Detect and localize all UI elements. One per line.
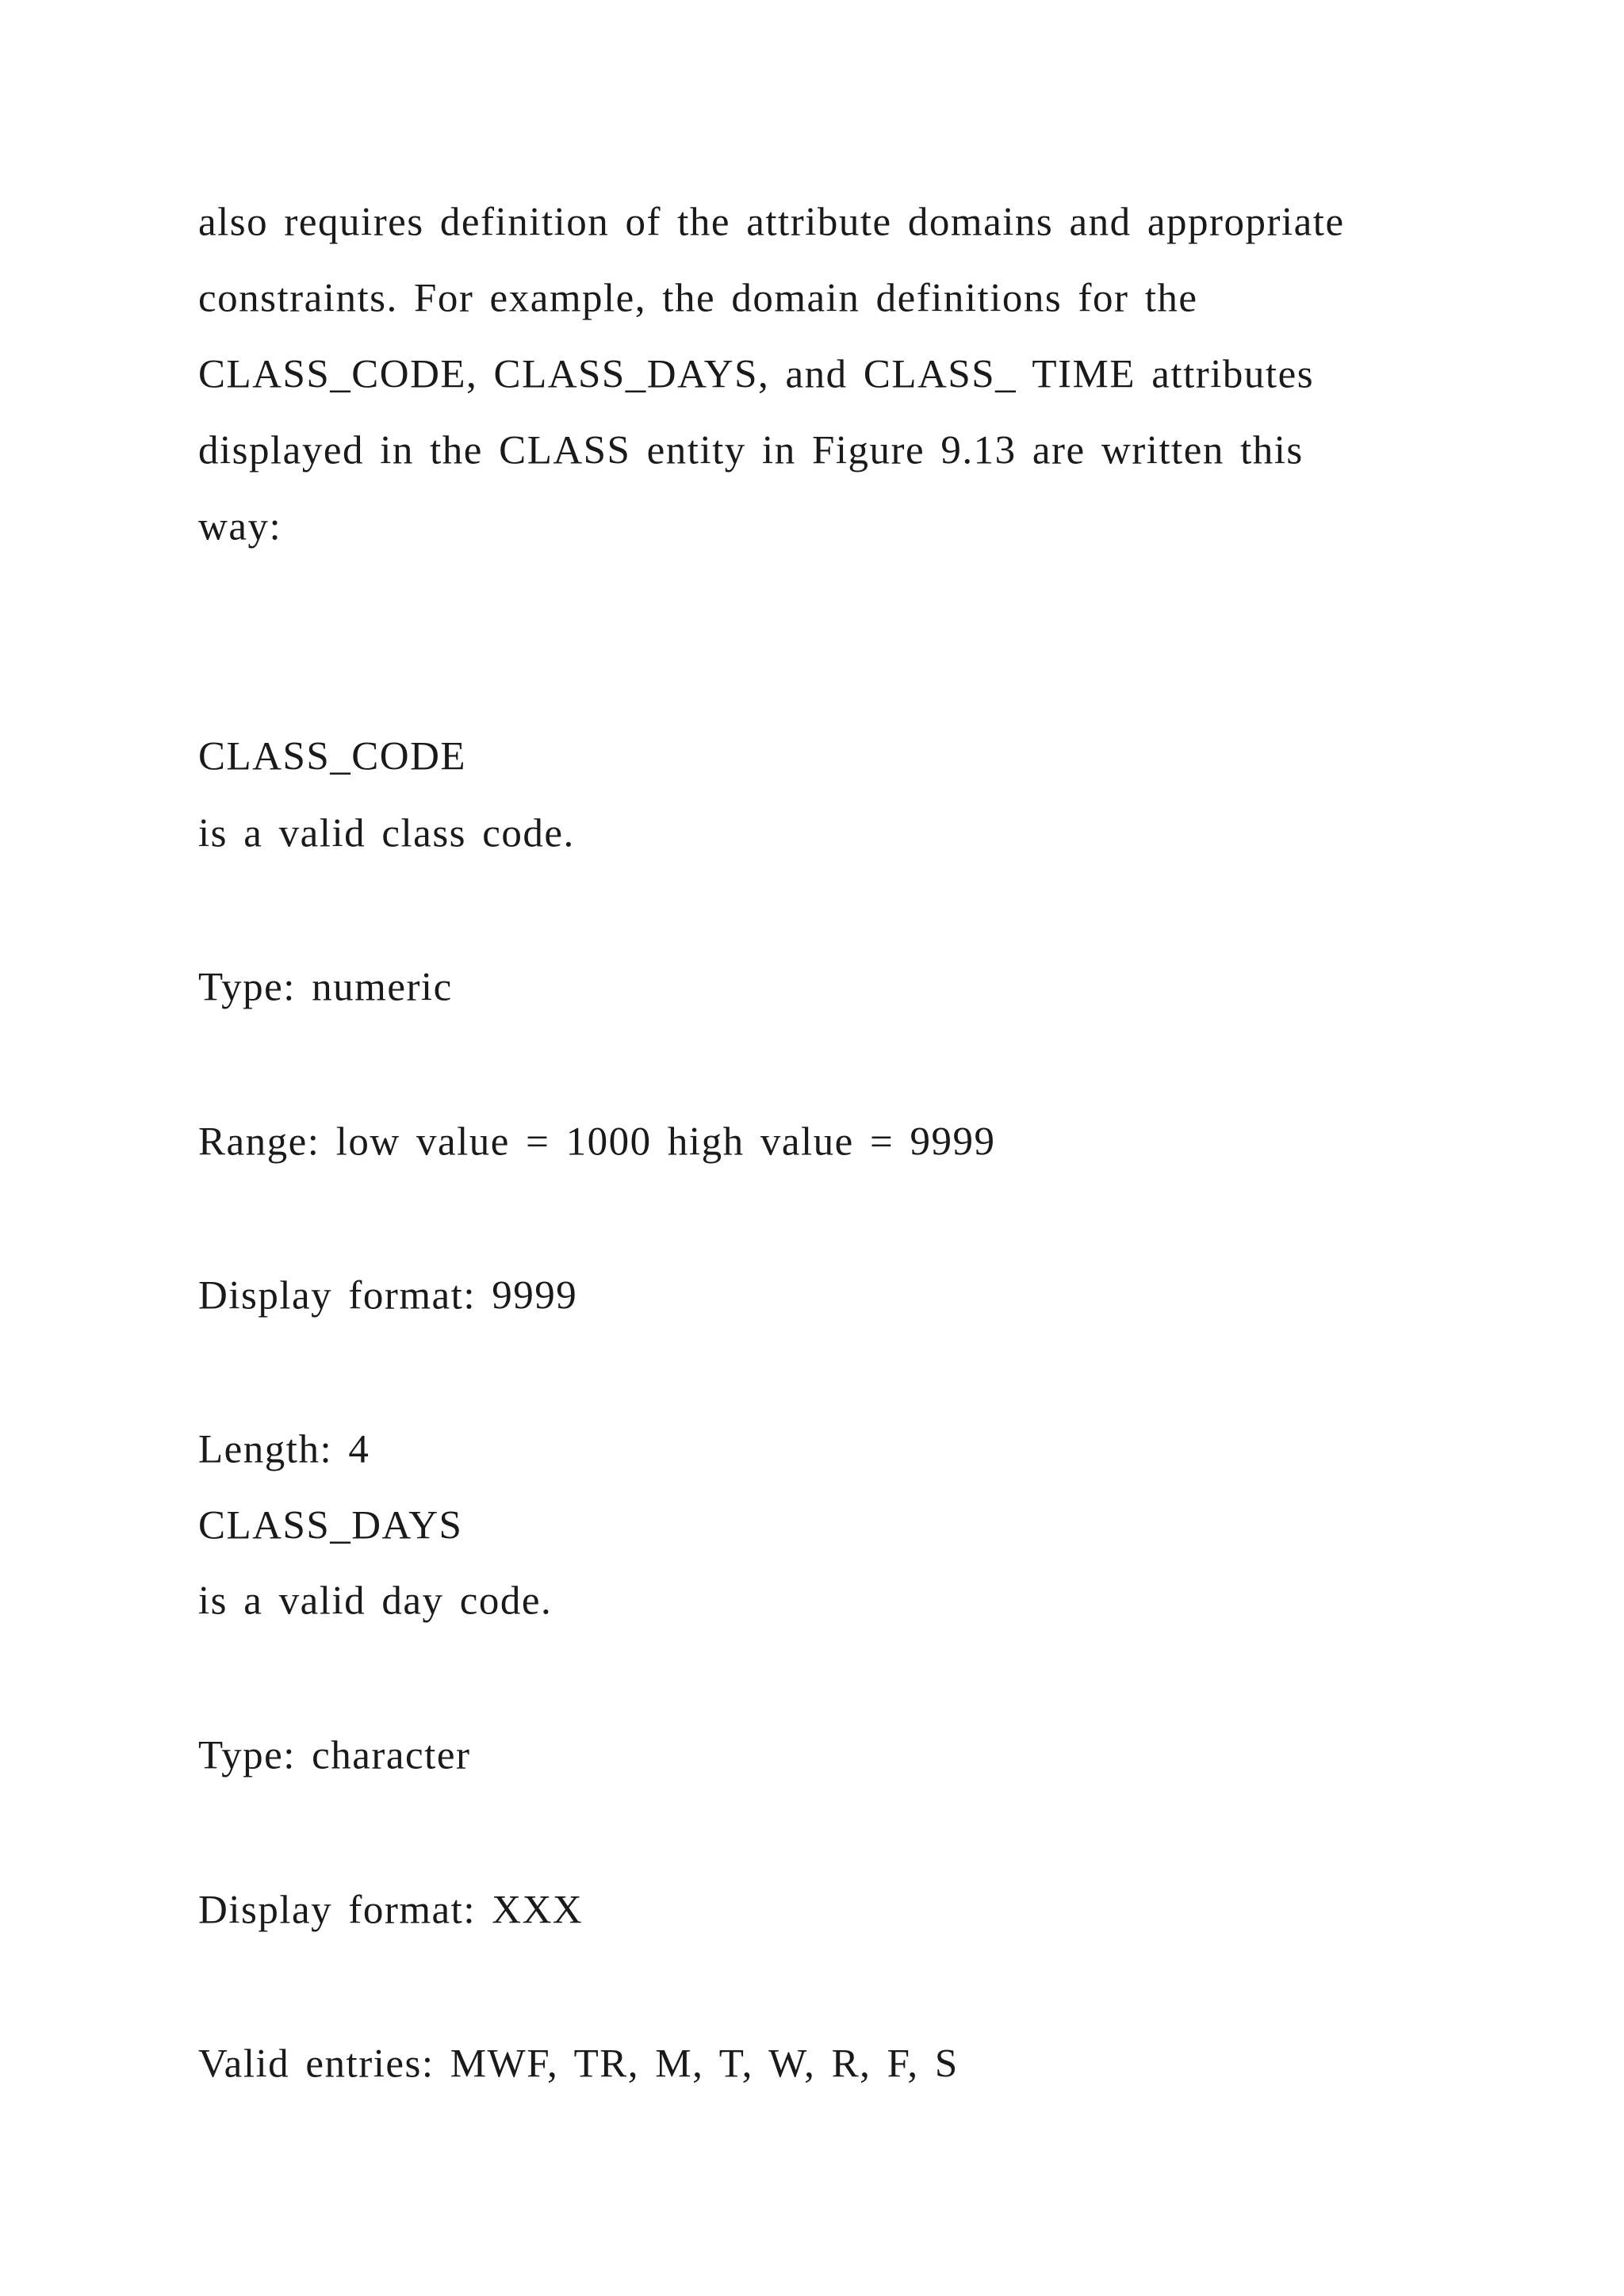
class-code-name: CLASS_CODE — [198, 734, 467, 779]
paragraph-line-2: constraints. For example, the domain definitions for the — [198, 276, 1198, 321]
class-code-display-format: Display format: 9999 — [198, 1273, 578, 1318]
class-code-length: Length: 4 — [198, 1427, 370, 1472]
paragraph-line-3: CLASS_CODE, CLASS_DAYS, and CLASS_ TIME attributes — [198, 352, 1315, 397]
class-days-valid-entries: Valid entries: MWF, TR, M, T, W, R, F, S — [198, 2042, 959, 2087]
class-days-description: is a valid day code. — [198, 1578, 553, 1624]
paragraph-line-1: also requires definition of the attribute domains and appropriate — [198, 200, 1345, 245]
class-code-range: Range: low value = 1000 high value = 9999 — [198, 1119, 996, 1165]
class-days-display-format: Display format: XXX — [198, 1888, 584, 1933]
paragraph-line-4: displayed in the CLASS entity in Figure 9.13 are written this — [198, 428, 1304, 473]
class-code-type: Type: numeric — [198, 965, 453, 1010]
class-days-type: Type: character — [198, 1733, 471, 1778]
class-days-name: CLASS_DAYS — [198, 1503, 463, 1548]
paragraph-line-5: way: — [198, 504, 282, 549]
class-code-description: is a valid class code. — [198, 811, 575, 856]
